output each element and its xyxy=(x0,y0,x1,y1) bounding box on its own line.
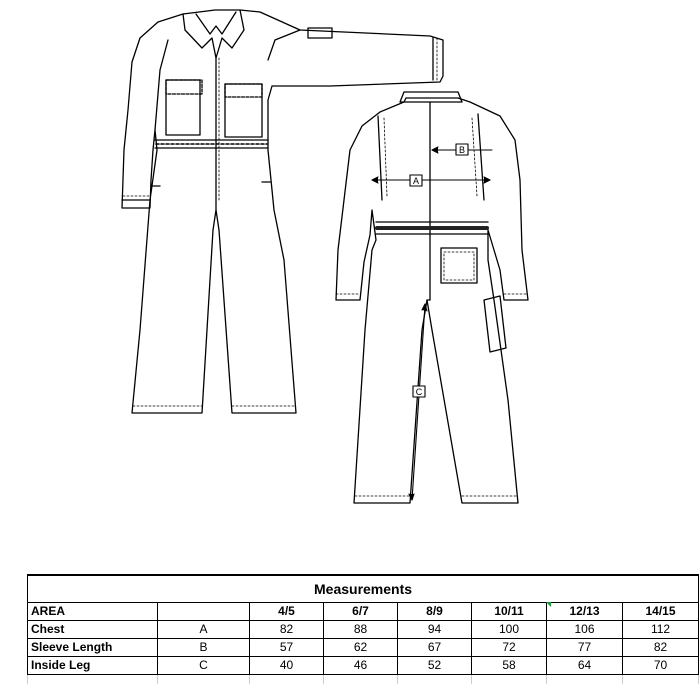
front-right-sleeve-line xyxy=(268,30,300,60)
table-row xyxy=(28,621,699,639)
table-cell: 64 xyxy=(547,657,623,675)
table-cell: 82 xyxy=(250,621,324,639)
table-cell: 57 xyxy=(250,639,324,657)
table-cell: 82 xyxy=(623,639,699,657)
table-cell: 100 xyxy=(472,621,547,639)
front-silhouette xyxy=(122,10,443,413)
back-view xyxy=(336,92,528,503)
back-silhouette xyxy=(336,98,528,503)
table-row xyxy=(28,639,699,657)
code-column-header xyxy=(158,603,250,621)
area-column-header: AREA xyxy=(28,603,158,621)
table-cell: 52 xyxy=(398,657,472,675)
back-right-yoke-stitch xyxy=(472,118,477,196)
back-left-yoke-stitch xyxy=(384,118,387,196)
table-cell: 70 xyxy=(623,657,699,675)
measurements-table-container xyxy=(27,574,698,684)
table-cell: 77 xyxy=(547,639,623,657)
front-left-pocket xyxy=(166,80,200,135)
front-collar-inner xyxy=(196,12,236,34)
size-header-12-13: 12/13 xyxy=(547,603,623,621)
size-header-8-9: 8/9 xyxy=(398,603,472,621)
table-cell: 67 xyxy=(398,639,472,657)
table-blank-row xyxy=(28,675,699,685)
back-left-armhole xyxy=(378,116,382,200)
measurements-table xyxy=(27,574,699,684)
size-header-4-5: 4/5 xyxy=(250,603,324,621)
table-cell: 88 xyxy=(324,621,398,639)
table-cell: 106 xyxy=(547,621,623,639)
blank-cell xyxy=(472,675,547,685)
measure-a-arrowhead-left xyxy=(372,177,378,183)
front-right-pocket-flap xyxy=(225,84,262,97)
blank-cell xyxy=(28,675,158,685)
back-hip-pocket-stitch xyxy=(444,252,474,280)
table-cell: 112 xyxy=(623,621,699,639)
table-row xyxy=(28,657,699,675)
table-cell: 58 xyxy=(472,657,547,675)
front-collar xyxy=(183,10,244,58)
back-hip-pocket xyxy=(441,248,477,283)
row-area-label: Inside Leg xyxy=(28,657,158,675)
table-header-row xyxy=(28,603,699,621)
table-cell: 46 xyxy=(324,657,398,675)
blank-cell xyxy=(623,675,699,685)
back-right-armhole xyxy=(478,114,484,200)
front-sleeve-pocket xyxy=(308,28,332,38)
measure-b-arrowhead-left xyxy=(432,147,438,153)
front-left-pocket-flap xyxy=(166,80,202,94)
blank-cell xyxy=(158,675,250,685)
front-right-pocket xyxy=(225,84,262,137)
blank-cell xyxy=(250,675,324,685)
table-cell: 40 xyxy=(250,657,324,675)
size-header-14-15: 14/15 xyxy=(623,603,699,621)
blank-cell xyxy=(324,675,398,685)
size-header-10-11: 10/11 xyxy=(472,603,547,621)
front-view xyxy=(122,10,443,413)
table-cell: 62 xyxy=(324,639,398,657)
blank-cell xyxy=(547,675,623,685)
measurement-markers xyxy=(372,144,492,500)
table-cell: 72 xyxy=(472,639,547,657)
table-cell: 94 xyxy=(398,621,472,639)
cell-comment-marker xyxy=(546,602,551,607)
row-area-label: Chest xyxy=(28,621,158,639)
measure-c-arrow xyxy=(412,305,425,500)
row-code: B xyxy=(158,639,250,657)
row-code: A xyxy=(158,621,250,639)
measure-a-arrowhead-right xyxy=(484,177,490,183)
back-collar xyxy=(400,92,462,102)
row-code: C xyxy=(158,657,250,675)
blank-cell xyxy=(398,675,472,685)
size-header-6-7: 6/7 xyxy=(324,603,398,621)
measure-a-label: A xyxy=(412,176,420,186)
measure-c-label: C xyxy=(415,387,423,397)
table-title: Measurements xyxy=(28,575,699,603)
row-area-label: Sleeve Length xyxy=(28,639,158,657)
measure-b-label: B xyxy=(458,145,466,155)
